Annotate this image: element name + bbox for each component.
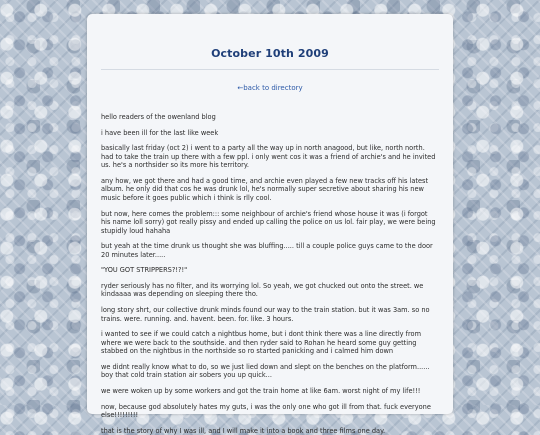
post-paragraph: i wanted to see if we could catch a nightbus home, but i dont think there was a line directly from where we were back to the southside. and then ryder said to Rohan he heard some guy getting stabbed on the nightbus in the northside so ro started panicking and i calmed him down xyxy=(101,330,422,356)
post-paragraph: that is the story of why I was ill, and I will make it into a book and three films one day. xyxy=(101,426,386,435)
post-paragraph: we didnt really know what to do, so we just lied down and slept on the benches on the platform...... boy that cold train station air sobers you up quick... xyxy=(101,362,430,380)
post-paragraph: i have been ill for the last like week xyxy=(101,128,219,137)
post-title: October 10th 2009 xyxy=(211,47,329,60)
post-paragraph: long story shrt, our collective drunk minds found our way to the train station. but it was 3am. so no trains. were. running. and. havent. been. for. like. 3 hours. xyxy=(101,306,430,323)
post-paragraph: "YOU GOT STRIPPERS?!?!" xyxy=(101,266,188,275)
post-paragraph: any how, we got there and had a good time, and archie even played a few new tracks off his latest album. he only did that cos he was drunk lol, he's normally super secretive about sharing his new music before it goes public which i think is rlly cool. xyxy=(101,176,429,202)
post-paragraph: now, because god absolutely hates my guts, i was the only one who got ill from that. fuck everyone else!!!!!!!!! xyxy=(101,402,431,420)
post-paragraph: we were woken up by some workers and got the train home at like 6am. worst night of my life!!! xyxy=(101,386,421,395)
title-divider xyxy=(101,69,439,70)
blog-post-panel xyxy=(87,14,453,435)
post-paragraph: but yeah at the time drunk us thought she was bluffing..... till a couple police guys came to the door 20 minutes later..... xyxy=(101,242,433,259)
post-paragraph: but now, here comes the problem::: some neighbour of archie's friend whose house it was (i forgot his name loll sorry) got really pissy and ended up calling the police on us lol. fair play, we were being stupidly loud hahaha xyxy=(101,209,436,235)
post-body xyxy=(87,113,453,435)
back-link-container xyxy=(87,75,453,94)
post-paragraph: basically last friday (oct 2) i went to a party all the way up in north anagood, but like, north north. had to take the train up there with a few ppl. i only went cos it was a friend of archie's and he invited us. he's a northsider so its more his territory. xyxy=(101,144,436,170)
back-to-directory-link[interactable]: ←back to directory xyxy=(237,84,303,92)
post-paragraph: ryder seriously has no filter, and its worrying lol. So yeah, we got chucked out onto the street. we kindaaaa was depending on sleeping there tho. xyxy=(101,281,424,299)
post-paragraph: hello readers of the owenland blog xyxy=(101,113,216,121)
